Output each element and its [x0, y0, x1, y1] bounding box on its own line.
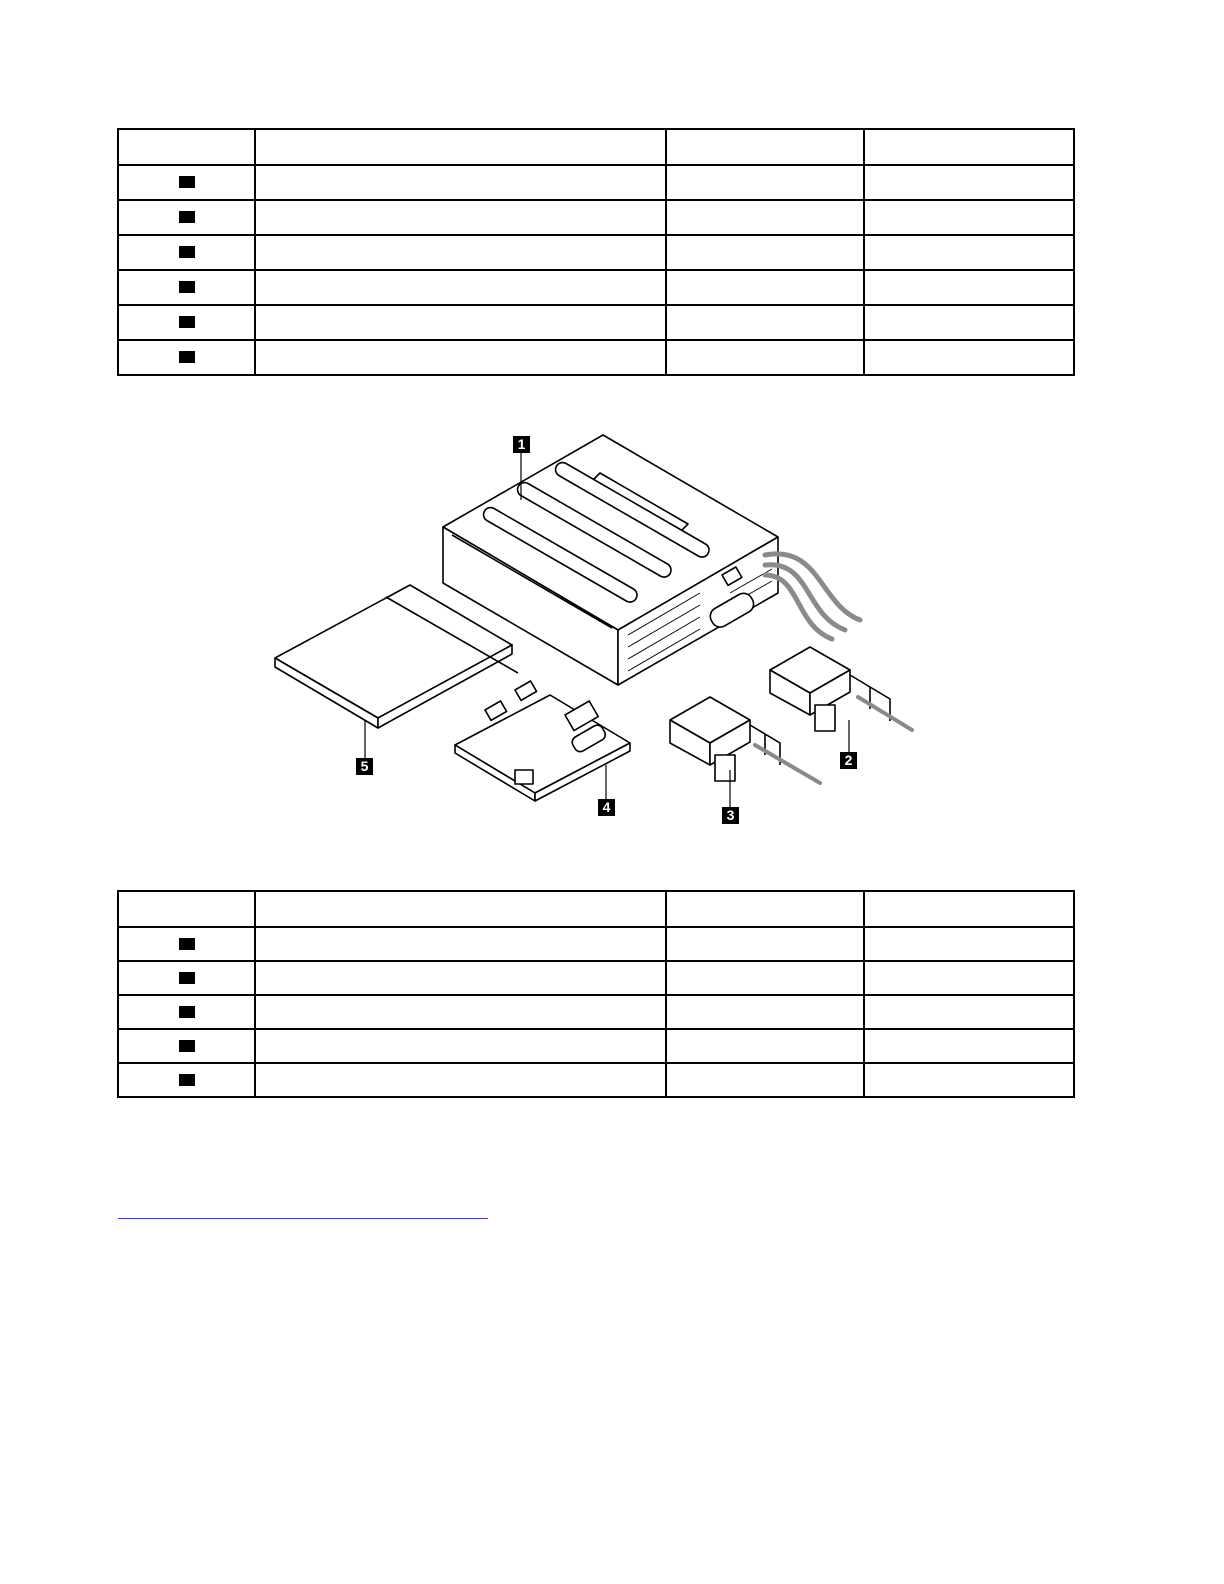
table-row [118, 200, 1074, 235]
table-row [118, 270, 1074, 305]
callout-4 [598, 799, 615, 816]
table-row [118, 1029, 1074, 1063]
svg-text:4: 4 [602, 799, 611, 815]
table-row [118, 165, 1074, 200]
callout-marker [179, 281, 195, 293]
callout-marker [179, 316, 195, 328]
callout-marker [179, 1074, 195, 1086]
callout-1 [513, 436, 530, 453]
callout-marker [179, 1006, 195, 1018]
callout-marker [179, 1040, 195, 1052]
table-header-row [118, 129, 1074, 165]
connector-bracket-part-3 [670, 697, 780, 781]
callout-marker [179, 351, 195, 363]
callout-5 [356, 758, 373, 775]
table-row [118, 305, 1074, 340]
optical-drive-part [275, 585, 518, 728]
svg-text:1: 1 [517, 436, 526, 452]
table-row [118, 340, 1074, 375]
callout-2 [840, 752, 857, 769]
svg-text:2: 2 [844, 752, 853, 768]
callout-marker [179, 211, 195, 223]
svg-text:3: 3 [726, 807, 735, 823]
parts-illustration [260, 425, 940, 825]
parts-table-bottom [117, 890, 1075, 1098]
table-row [118, 961, 1074, 995]
table-row [118, 995, 1074, 1029]
callout-marker [179, 938, 195, 950]
svg-text:5: 5 [360, 758, 369, 774]
parts-table-top [117, 128, 1075, 376]
table-header-row [118, 891, 1074, 927]
callout-marker [179, 972, 195, 984]
table-row [118, 235, 1074, 270]
callout-3 [722, 807, 739, 824]
cable-bundle [765, 554, 860, 639]
connector-bracket-part-2 [770, 647, 890, 731]
callout-marker [179, 246, 195, 258]
hyperlink-underline[interactable] [118, 1218, 488, 1219]
callout-marker [179, 176, 195, 188]
table-row [118, 1063, 1074, 1097]
table-row [118, 927, 1074, 961]
circuit-board-part [455, 681, 630, 801]
